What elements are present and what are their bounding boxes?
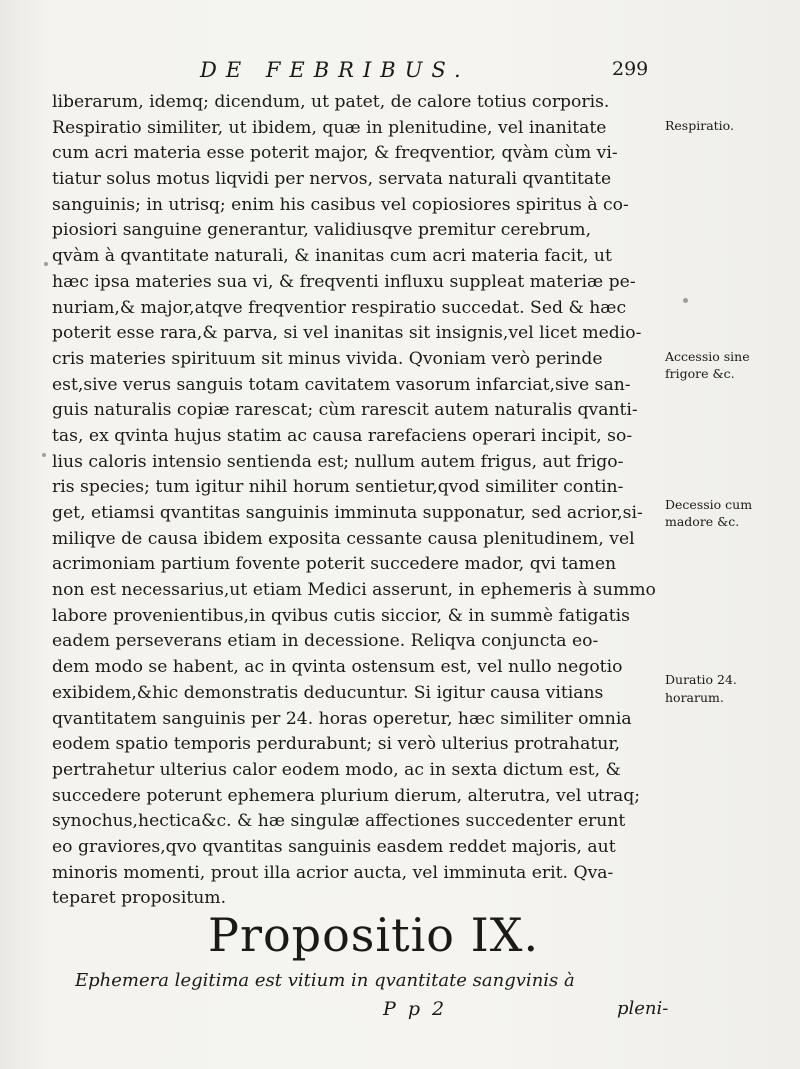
running-title: DE FEBRIBUS.: [200, 58, 470, 82]
text-line: guis naturalis copiæ rarescat; cùm rarescit autem naturalis qvanti-: [52, 400, 638, 421]
text-line: liberarum, idemq; dicendum, ut patet, de calore totius corporis.: [52, 92, 610, 112]
ink-speck: [42, 453, 46, 457]
catchword: pleni-: [617, 998, 669, 1019]
text-line: eodem spatio temporis perdurabunt; si verò ulterius protrahatur,: [52, 734, 621, 755]
text-line: qvantitatem sanguinis per 24. horas operetur, hæc similiter omnia: [52, 708, 632, 729]
text-line: non est necessarius,ut etiam Medici asserunt, in ephemeris à summo: [52, 580, 656, 601]
margin-note-decessio: Decessio cum: [665, 497, 753, 512]
ink-speck: [44, 262, 48, 266]
text-line: poterit esse rara,& parva, si vel inanitas sit insignis,vel licet medio-: [52, 323, 642, 344]
margin-note-accessio: Accessio sine: [665, 349, 750, 364]
text-line: hæc ipsa materies sua vi, & freqventi influxu suppleat materiæ pe-: [52, 271, 636, 292]
text-line: sanguinis; in utrisq; enim his casibus vel copiosiores spiritus à co-: [52, 194, 629, 215]
text-line: acrimoniam partium fovente poterit succedere mador, qvi tamen: [52, 554, 617, 575]
page-number: 299: [612, 58, 649, 80]
margin-note-duratio: Duratio 24.: [665, 672, 737, 687]
text-line: get, etiamsi qvantitas sanguinis imminuta supponatur, sed acrior,si-: [52, 503, 643, 523]
text-line: cris materies spirituum sit minus vivida. Qvoniam verò perinde: [52, 348, 603, 369]
text-line: teparet propositum.: [52, 888, 227, 909]
text-line: cum acri materia esse poterit major, & freqventior, qvàm cùm vi-: [52, 143, 618, 164]
text-line: est,sive verus sanguis totam cavitatem vasorum infarciat,sive san-: [52, 374, 631, 395]
text-line: eo graviores,qvo qvantitas sanguinis easdem reddet majoris, aut: [52, 836, 616, 857]
proposition-heading: Propositio IX.: [208, 908, 540, 962]
text-line: miliqve de causa ibidem exposita cessante causa plenitudinem, vel: [52, 528, 635, 549]
text-line: succedere poterunt ephemera plurium dierum, alterutra, vel utraq;: [52, 785, 641, 806]
text-line: tas, ex qvinta hujus statim ac causa rarefaciens operari incipit, so-: [52, 425, 633, 446]
text-line: nuriam,& major,atqve freqventior respiratio succedat. Sed & hæc: [52, 297, 627, 318]
text-line: pertrahetur ulterius calor eodem modo, ac in sexta dictum est, &: [52, 759, 621, 780]
text-line: lius caloris intensio sentienda est; nullum autem frigus, aut frigo-: [52, 451, 624, 472]
text-line: minoris momenti, prout illa acrior aucta, vel imminuta erit. Qva-: [52, 862, 614, 883]
text-line: eadem perseverans etiam in decessione. Reliqva conjuncta eo-: [52, 631, 599, 652]
signature-mark: P p 2: [383, 998, 448, 1020]
text-line: synochus,hectica&c. & hæ singulæ affectiones succedenter erunt: [52, 811, 626, 832]
text-line: piosiori sanguine generantur, validiusqve premitur cerebrum,: [52, 220, 592, 241]
body-text: [52, 90, 662, 912]
margin-note-accessio-cont: frigore &c.: [665, 366, 735, 381]
margin-note-decessio-cont: madore &c.: [665, 514, 740, 529]
text-line: labore provenientibus,in qvibus cutis siccior, & in summè fatigatis: [52, 605, 631, 626]
margin-note-duratio-cont: horarum.: [665, 690, 724, 705]
text-line: exibidem,&hic demonstratis deducuntur. Si igitur causa vitians: [52, 682, 604, 703]
text-line: ris species; tum igitur nihil horum sentietur,qvod similiter contin-: [52, 477, 624, 498]
text-line: tiatur solus motus liqvidi per nervos, servata naturali qvantitate: [52, 169, 612, 190]
text-line: dem modo se habent, ac in qvinta ostensum est, vel nullo negotio: [52, 657, 623, 678]
footer-text-line: Ephemera legitima est vitium in qvantitate sangvinis à: [75, 970, 575, 991]
text-line: qvàm à qvantitate naturali, & inanitas cum acri materia facit, ut: [52, 246, 612, 267]
ink-speck: [683, 298, 688, 303]
margin-note-respiratio: Respiratio.: [665, 118, 734, 133]
text-line: Respiratio similiter, ut ibidem, quæ in plenitudine, vel inanitate: [52, 117, 607, 138]
